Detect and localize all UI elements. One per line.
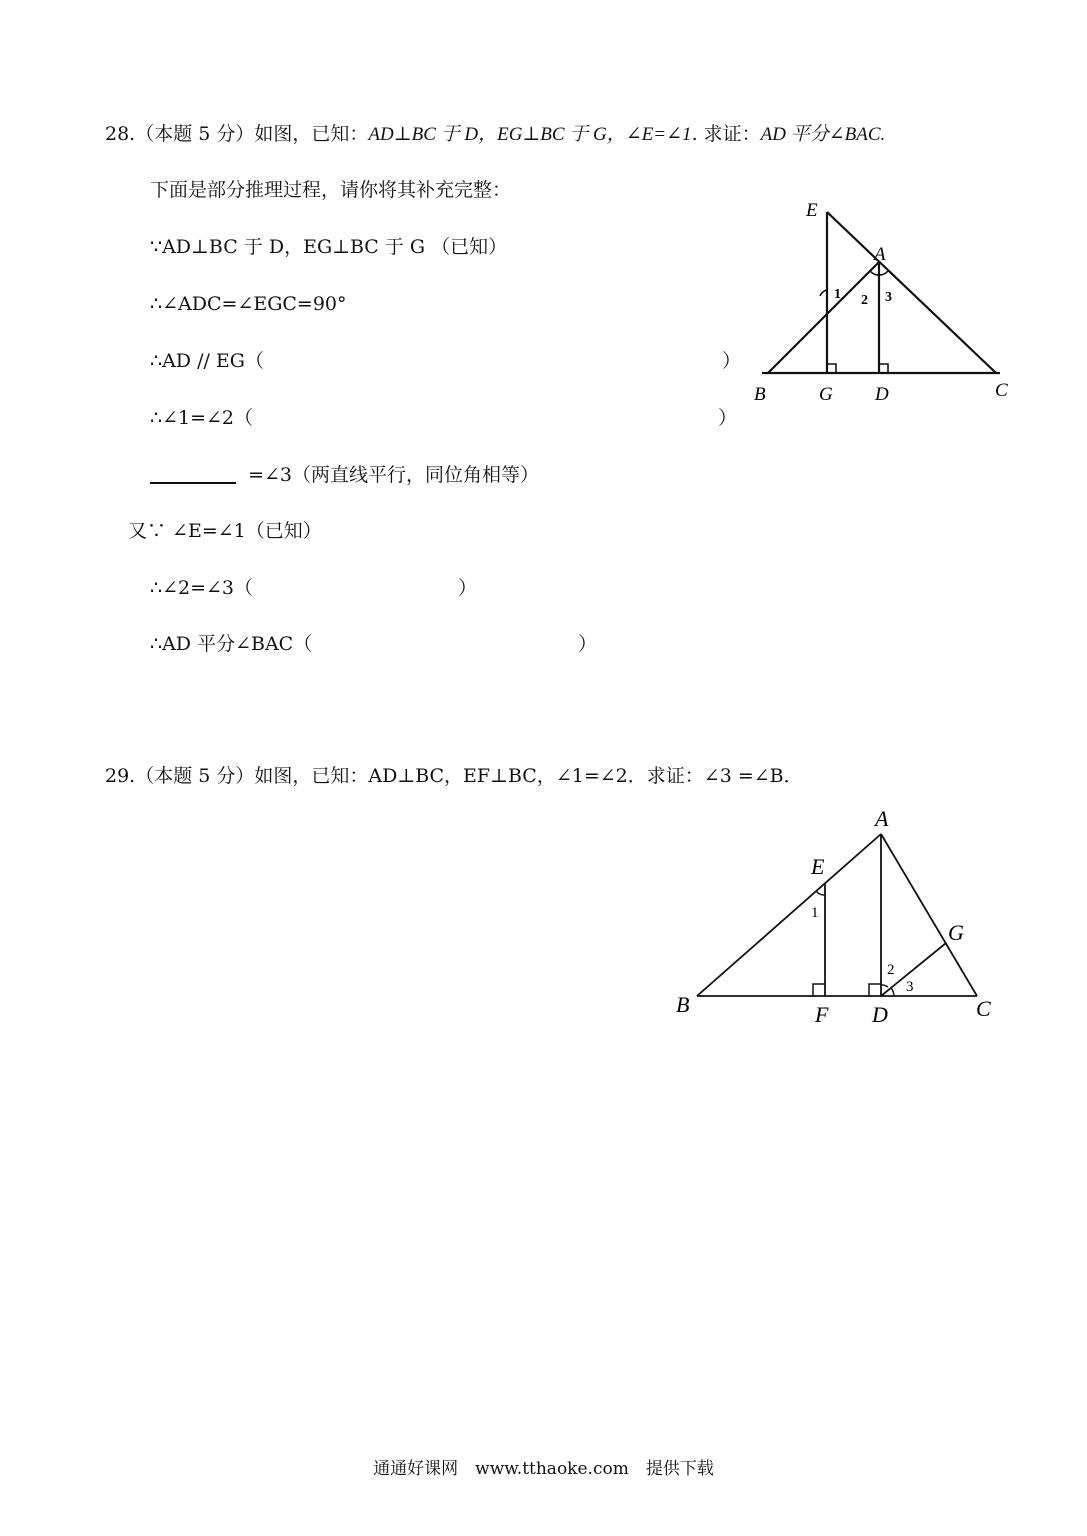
q28-step7: ∴∠2=∠3（ bbox=[150, 577, 254, 599]
q28-step7-close: ） bbox=[458, 577, 478, 599]
q28-title-math2: AD 平分∠BAC. bbox=[760, 124, 886, 145]
segment-BA bbox=[768, 262, 879, 373]
right-angle-F bbox=[813, 984, 825, 996]
label-angle-1: 1 bbox=[811, 905, 819, 921]
right-angle-D bbox=[869, 984, 881, 996]
q28-step4-close: ） bbox=[718, 407, 738, 429]
q29-figure bbox=[665, 800, 1025, 1040]
q28-step4: ∴∠1=∠2（ bbox=[150, 407, 254, 429]
label-D: D bbox=[872, 1002, 888, 1027]
label-angle-3: 3 bbox=[906, 979, 914, 995]
q28-step6: 又∵ ∠E=∠1（已知） bbox=[128, 520, 322, 542]
label-B: B bbox=[754, 384, 766, 405]
label-angle-3: 3 bbox=[885, 290, 892, 305]
q28-step3-close: ） bbox=[722, 350, 742, 372]
segment-AC bbox=[881, 834, 977, 996]
q28-title-prefix: 28.（本题 5 分）如图，已知： bbox=[105, 123, 369, 145]
angle-2-arc bbox=[881, 985, 888, 987]
label-C: C bbox=[976, 996, 991, 1021]
q28-title-mid: . 求证： bbox=[691, 123, 761, 145]
page-footer: 通通好课网 www.tthaoke.com 提供下载 bbox=[373, 1459, 714, 1479]
q28-step8-close: ） bbox=[578, 633, 598, 655]
q28-title-math: AD⊥BC 于 D，EG⊥BC 于 G，∠E=∠1 bbox=[368, 124, 692, 145]
right-angle-G bbox=[827, 364, 836, 373]
q28-figure bbox=[740, 190, 1030, 415]
label-D: D bbox=[875, 384, 889, 405]
q28-title bbox=[105, 122, 885, 147]
label-angle-2: 2 bbox=[861, 293, 868, 308]
label-C: C bbox=[995, 380, 1008, 401]
label-G: G bbox=[948, 920, 964, 945]
label-angle-2: 2 bbox=[887, 962, 895, 978]
q28-answer-blank[interactable] bbox=[150, 464, 236, 484]
q28-step1: ∵AD⊥BC 于 D，EG⊥BC 于 G （已知） bbox=[150, 236, 508, 258]
q28-step3-text: ∴AD // EG（ bbox=[150, 350, 264, 372]
label-angle-1: 1 bbox=[834, 287, 841, 302]
segment-EC bbox=[827, 212, 996, 373]
label-B: B bbox=[676, 992, 690, 1017]
label-F: F bbox=[815, 1002, 829, 1027]
angle-3-arc bbox=[891, 988, 894, 996]
label-A: A bbox=[874, 244, 886, 265]
segment-BA bbox=[697, 834, 881, 996]
q28-intro: 下面是部分推理过程，请你将其补充完整： bbox=[150, 179, 512, 201]
q29-title: 29.（本题 5 分）如图，已知：AD⊥BC，EF⊥BC，∠1=∠2．求证：∠3 =∠B． bbox=[105, 765, 803, 787]
q28-step8: ∴AD 平分∠BAC（ bbox=[150, 633, 313, 655]
q28-step3 bbox=[150, 349, 264, 373]
label-G: G bbox=[819, 384, 833, 405]
right-angle-D bbox=[879, 364, 888, 373]
label-E: E bbox=[811, 854, 825, 879]
label-A: A bbox=[875, 806, 889, 831]
angle-1-arc bbox=[816, 891, 825, 895]
q28-step5-text: =∠3（两直线平行，同位角相等） bbox=[248, 464, 540, 486]
q28-step2: ∴∠ADC=∠EGC=90° bbox=[150, 293, 347, 315]
label-E: E bbox=[806, 200, 818, 221]
q28-step5 bbox=[150, 463, 539, 487]
